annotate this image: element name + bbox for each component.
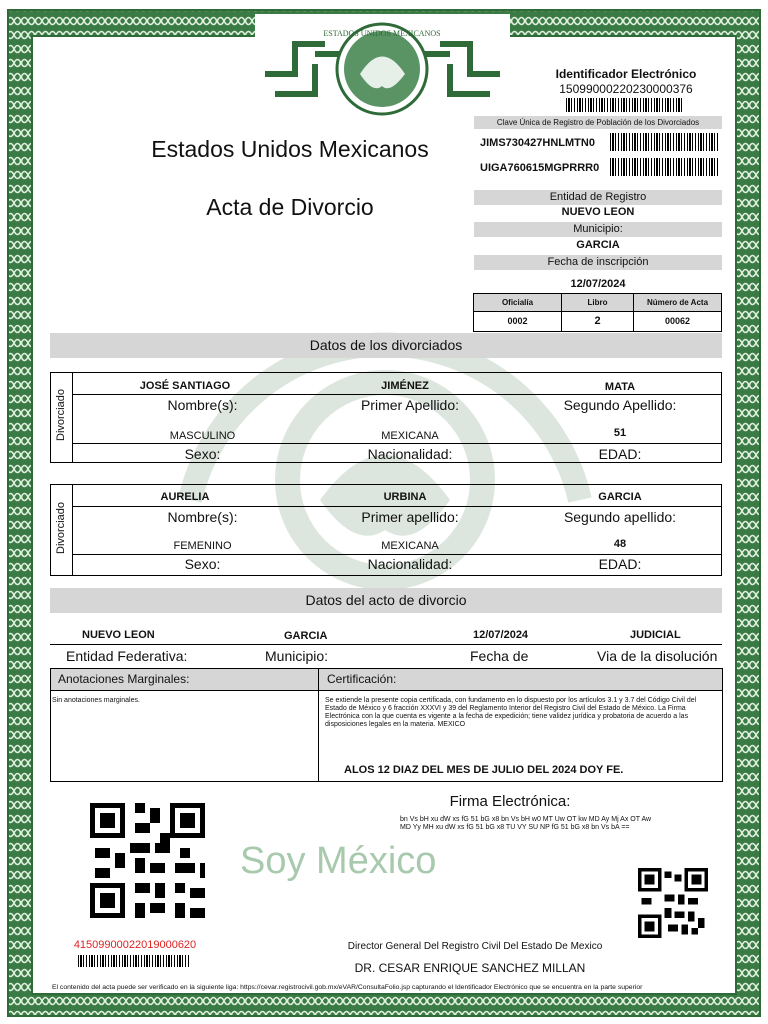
person-2-nombre: AURELIA — [160, 491, 210, 503]
libro-value-cell — [561, 311, 634, 332]
curp-1-barcode — [610, 133, 718, 151]
person-2-apellido2: GARCIA — [598, 491, 642, 503]
acto-fecha-label: Fecha de — [470, 648, 529, 664]
folio-barcode — [78, 955, 190, 967]
person-2-edad: 48 — [613, 538, 627, 550]
person-2-apellido1: URBINA — [383, 491, 427, 503]
libro-header-cell — [561, 293, 634, 312]
person-2-nacionalidad: MEXICANA — [381, 540, 439, 552]
person-1-apellido1: JIMÉNEZ — [381, 380, 429, 392]
acta-value: 00062 — [664, 316, 691, 326]
person-2-nombre-label: Nombre(s): — [167, 509, 238, 525]
municipio-value: GARCIA — [576, 239, 620, 251]
acta-value-cell — [633, 311, 722, 332]
qr-code-icon — [80, 793, 215, 928]
person-1-edad-label: EDAD: — [598, 446, 642, 462]
director-title: Director General Del Registro Civil Del Estado De Mexico — [347, 941, 603, 952]
folio-red: 41509900022019000620 — [73, 939, 197, 951]
acto-section-title: Datos del acto de divorcio — [50, 588, 722, 613]
certificacion-dated: ALOS 12 DIAZ DEL MES DE JULIO DEL 2024 DOY FE. — [344, 764, 624, 776]
person-2-nacionalidad-label: Nacionalidad: — [367, 556, 453, 572]
national-seal-icon — [255, 14, 510, 124]
person-2-apellido1-label: Primer apellido: — [361, 509, 459, 525]
person-1-sexo-label: Sexo: — [184, 446, 221, 462]
footer-verification-text: El contenido del acta puede ser verificado en la siguiente liga: https://cevar.registrocivil.gob.mx/eVAR/ConsultaFolio.jsp capturando el Identificador Electrónico que se encuentra en la parte superior — [52, 984, 643, 991]
person-1-apellido2-label: Segundo Apellido: — [563, 397, 677, 413]
person-1-nombre: JOSÉ SANTIAGO — [139, 380, 231, 392]
person-2-apellido2-label: Segundo apellido: — [563, 509, 677, 525]
person-1-apellido1-label: Primer Apellido: — [360, 397, 460, 413]
oficialia-header-cell — [473, 293, 562, 312]
fecha-inscripcion-label: Fecha de inscripción — [474, 255, 722, 270]
id-label: Identificador Electrónico — [555, 67, 697, 81]
country-name: Estados Unidos Mexicanos — [151, 136, 429, 162]
curp-2: UIGA760615MGPRRR0 — [480, 162, 600, 174]
firma-text: bn Vs bH xu dW xs fG 51 bG x8 bn Vs bH w0 MT Uw OT kw MD Ay Mj Ax OT Aw MD Yy MH xu dW xs fG 51 bG x8 TU VY SU NP fG 51 bG x8 bn Vs bA == — [400, 816, 652, 831]
person-1-edad: 51 — [613, 427, 627, 439]
person-2-edad-label: EDAD: — [598, 556, 642, 572]
person-1-nombre-label: Nombre(s): — [167, 397, 238, 413]
entidad-registro-label: Entidad de Registro — [474, 190, 722, 205]
person-1-side-label: Divorciado — [55, 389, 67, 441]
acto-municipio-label: Municipio: — [265, 648, 329, 664]
person-1-apellido2: MATA — [604, 381, 636, 393]
person-1-nacionalidad: MEXICANA — [381, 430, 439, 442]
acto-entidad-label: Entidad Federativa: — [66, 648, 188, 664]
person-1-sexo: MASCULINO — [169, 430, 236, 442]
person-2-row-line — [72, 506, 722, 507]
acta-header-cell — [633, 293, 722, 312]
oficialia-value: 0002 — [507, 316, 528, 326]
soy-mexico-watermark: Soy México — [240, 840, 437, 882]
director-name: DR. CESAR ENRIQUE SANCHEZ MILLAN — [354, 961, 586, 975]
document-title: Acta de Divorcio — [206, 194, 374, 220]
person-1-nacionalidad-label: Nacionalidad: — [367, 446, 453, 462]
id-barcode — [566, 98, 684, 112]
small-qr-code-icon — [638, 868, 708, 938]
person-1-row-line-2 — [72, 443, 722, 444]
anotaciones-label: Anotaciones Marginales: — [58, 672, 190, 686]
person-1-divider — [72, 372, 73, 463]
anotaciones-text: Sin anotaciones marginales. — [52, 697, 140, 704]
id-value: 15099000220230000376 — [559, 82, 693, 96]
oficialia-label: Oficialía — [501, 298, 534, 307]
curp-label: Clave Única de Registro de Población de los Divorciados — [474, 116, 722, 129]
acto-via: JUDICIAL — [630, 629, 681, 641]
person-2-row-line-2 — [72, 554, 722, 555]
acto-via-label: Via de la disolución — [597, 648, 718, 664]
acto-municipio: GARCIA — [284, 630, 328, 642]
acto-line — [50, 644, 722, 645]
libro-value: 2 — [594, 315, 601, 327]
person-1-row-line — [72, 394, 722, 395]
fecha-inscripcion-value: 12/07/2024 — [570, 278, 626, 290]
person-2-side-label: Divorciado — [55, 502, 67, 554]
oficialia-value-cell — [473, 311, 562, 332]
curp-2-barcode — [610, 158, 718, 176]
certificacion-label: Certificación: — [327, 672, 397, 686]
person-2-sexo: FEMENINO — [173, 540, 232, 552]
firma-label: Firma Electrónica: — [449, 793, 571, 810]
municipio-label: Municipio: — [474, 222, 722, 237]
person-2-sexo-label: Sexo: — [184, 556, 221, 572]
divorciados-section-title: Datos de los divorciados — [50, 333, 722, 358]
acto-entidad: NUEVO LEON — [82, 629, 155, 641]
entidad-registro-value: NUEVO LEON — [561, 206, 635, 218]
acta-label: Número de Acta — [646, 298, 709, 307]
libro-label: Libro — [587, 298, 608, 307]
person-2-divider — [72, 484, 73, 576]
acto-fecha: 12/07/2024 — [473, 629, 529, 641]
anot-cert-line — [51, 690, 722, 691]
curp-1: JIMS730427HNLMTN0 — [480, 137, 595, 149]
seal-text: ESTADOS UNIDOS MEXICANOS — [323, 29, 441, 38]
certificacion-text: Se extiende la presente copia certificada, con fundamento en lo dispuesto por los artículos 3.1 y 3.7 del Código Civil del Estado de México y 6 fracción XXXVI y 39 del Reglamento Interior del Registro Civil del Estado de México. La Firma Electrónica con la que cuenta es vigente a la fecha de expedición; tiene validez jurídica y probatoria de acuerdo a las disposiciones legales en la materia. MEXICO — [325, 697, 697, 728]
